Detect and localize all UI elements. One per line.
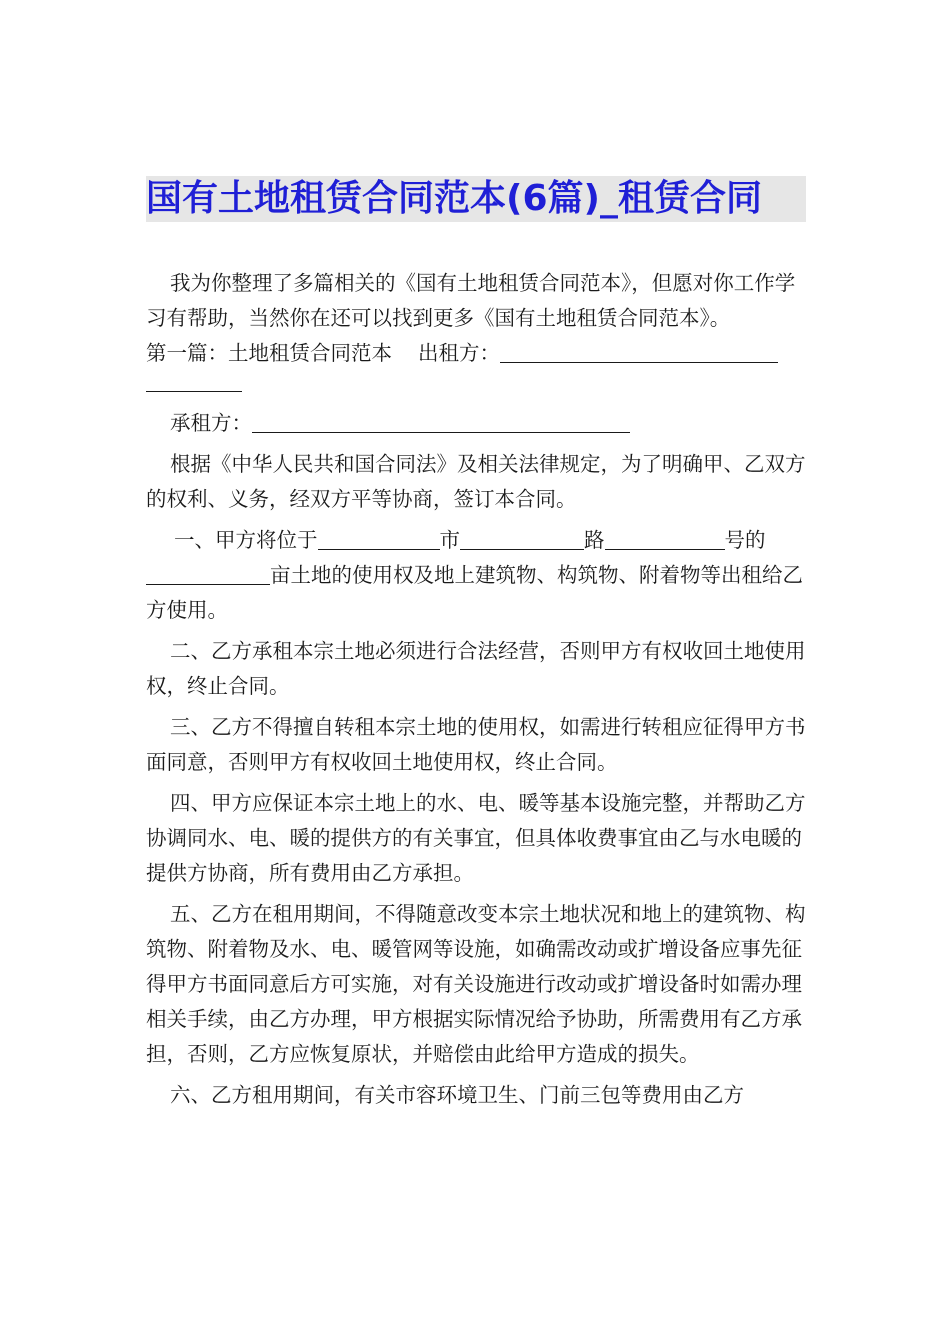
document-body [146,266,810,1113]
area-blank [146,562,270,585]
clause-1-city: 市 [439,528,460,552]
clause-5: 五、乙方在租用期间，不得随意改变本宗土地状况和地上的建筑物、构筑物、附着物及水、电、暖管网等设施，如确需改动或扩增设备应事先征得甲方书面同意后方可实施，对有关设施进行改动或扩增设备时如需办理相关手续，由乙方办理，甲方根据实际情况给予协助，所需费用有乙方承担，否则，乙方应恢复原状，并赔偿由此给甲方造成的损失。 [146,902,806,1066]
lessor-label: 出租方： [418,341,500,365]
section-heading: 第一篇：土地租赁合同范本 [146,341,392,365]
clause-6: 六、乙方租用期间，有关市容环境卫生、门前三包等费用由乙方 [170,1083,744,1107]
lessee-line [146,406,810,441]
clause-1 [146,523,810,628]
number-blank [605,527,725,550]
lessee-label: 承租方： [170,411,252,435]
section-heading-line [146,336,810,371]
clause-4: 四、甲方应保证本宗土地上的水、电、暖等基本设施完整，并帮助乙方协调同水、电、暖的提供方的有关事宜，但具体收费事宜由乙与水电暖的提供方协商，所有费用由乙方承担。 [146,791,806,885]
clause-1-prefix: 一、甲方将位于 [174,528,318,552]
road-blank [460,527,584,550]
intro-paragraph: 我为你整理了多篇相关的《国有土地租赁合同范本》，但愿对你工作学习有帮助，当然你在还可以找到更多《国有土地租赁合同范本》。 [146,271,796,330]
preamble-paragraph: 根据《中华人民共和国合同法》及相关法律规定，为了明确甲、乙双方的权利、义务，经双方平等协商，签订本合同。 [146,452,806,511]
city-blank [318,527,440,550]
lessor-blank-continued [146,371,242,392]
clause-1-rest: 亩土地的使用权及地上建筑物、构筑物、附着物等出租给乙方使用。 [146,563,803,622]
clause-1-road: 路 [584,528,605,552]
clause-1-number: 号的 [724,528,766,552]
lessor-blank [500,340,778,363]
clause-2: 二、乙方承租本宗土地必须进行合法经营，否则甲方有权收回土地使用权，终止合同。 [146,639,806,698]
document-title: 国有土地租赁合同范本(6篇)_租赁合同 [146,176,806,222]
clause-3: 三、乙方不得擅自转租本宗土地的使用权，如需进行转租应征得甲方书面同意，否则甲方有权收回土地使用权，终止合同。 [146,715,806,774]
lessee-blank [252,410,630,433]
